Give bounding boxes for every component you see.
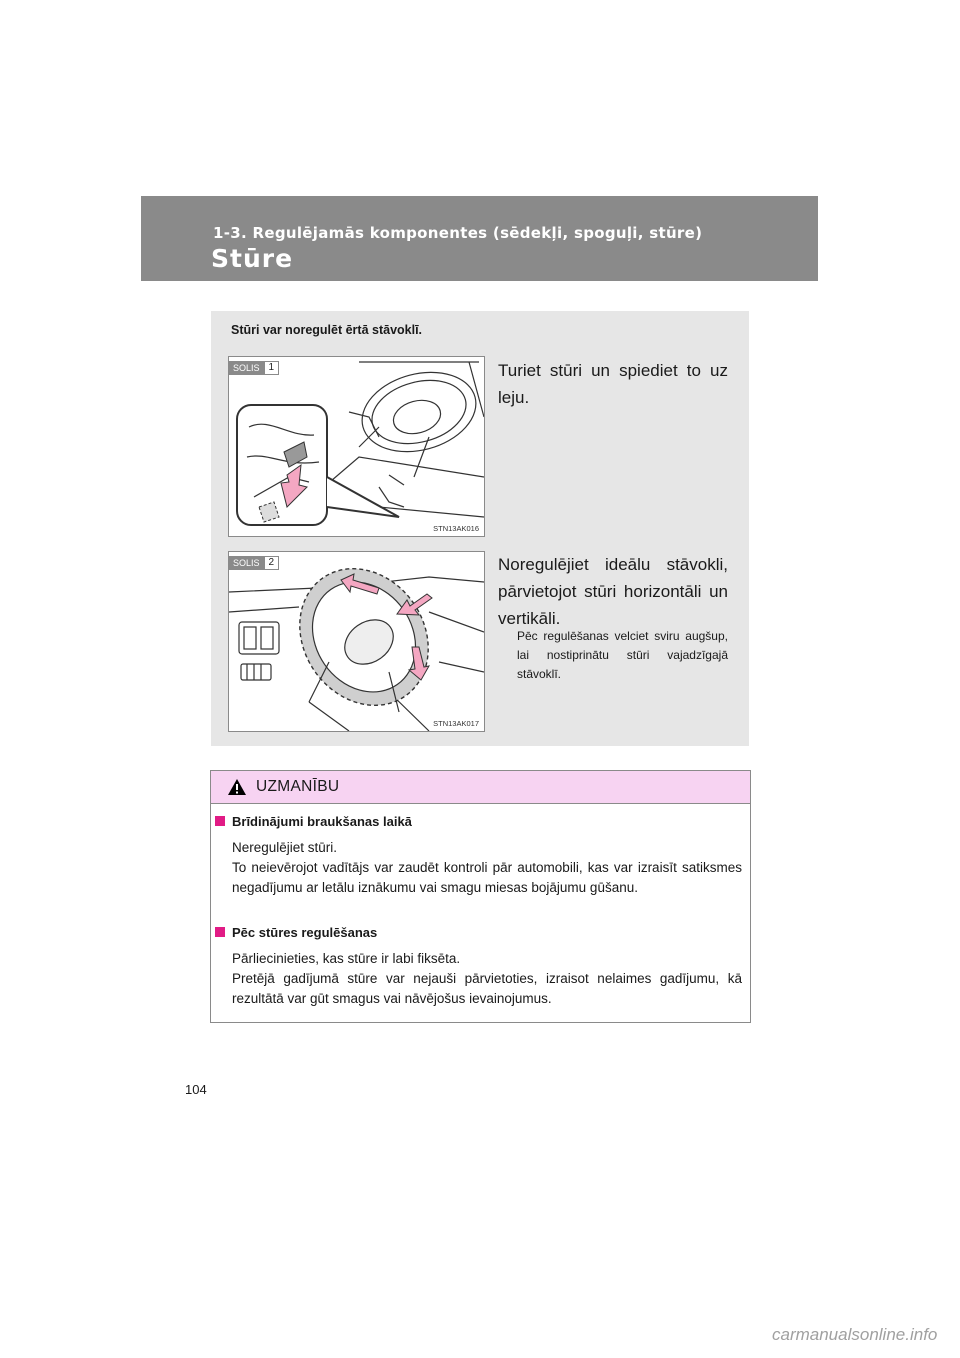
caution-section-heading: Brīdinājumi braukšanas laikā [232, 814, 412, 829]
figure-code: STN13AK016 [433, 524, 479, 533]
caution-line: To neievērojot vadītājs var zaudēt kontroli pār automobili, kas var izraisīt satiksmes negadījumu ar letālu iznākumu vai smagu miesas bojājumu gūšanu. [232, 860, 742, 895]
step-2-badge [229, 556, 279, 570]
steering-lever-illustration [229, 357, 484, 536]
step-1-badge [229, 361, 279, 375]
caution-line: Neregulējiet stūri. [232, 840, 338, 855]
step-badge-label: SOLIS [229, 361, 264, 375]
step-2-illustration [228, 551, 485, 732]
instruction-box [211, 311, 749, 746]
section-title: 1-3. Regulējamās komponentes (sēdekļi, spoguļi, stūre) [213, 224, 703, 242]
step-2-note: Pēc regulēšanas velciet sviru augšup, lai nostiprinātu stūri vajadzīgajā stāvoklī. [517, 629, 728, 681]
caution-section-heading: Pēc stūres regulēšanas [232, 925, 378, 940]
caution-line: Pārliecinieties, kas stūre ir labi fiksēta. [232, 951, 461, 966]
step-badge-number: 1 [264, 361, 280, 375]
page-number: 104 [185, 1082, 207, 1097]
caution-header [211, 771, 750, 804]
steering-adjust-illustration [229, 552, 484, 731]
caution-line: Pretējā gadījumā stūre var nejauši pārvietoties, izraisot nelaimes gadījumu, kā rezultātā var gūt smagus vai nāvējošus ievainojumus. [232, 971, 742, 1006]
caution-box [210, 770, 751, 1023]
page-title: Stūre [211, 244, 294, 273]
caution-title: UZMANĪBU [256, 778, 340, 795]
step-badge-label: SOLIS [229, 556, 264, 570]
intro-text: Stūri var noregulēt ērtā stāvoklī. [231, 323, 423, 337]
step-badge-number: 2 [264, 556, 280, 570]
figure-code: STN13AK017 [433, 719, 479, 728]
step-1-illustration [228, 356, 485, 537]
bullet-square-icon [215, 816, 225, 826]
step-2-text: Noregulējiet ideālu stāvokli, pārvietojot stūri horizontāli un vertikāli. [498, 555, 728, 628]
bullet-square-icon [215, 927, 225, 937]
page-header [141, 196, 818, 281]
warning-icon [227, 778, 247, 796]
step-1-text: Turiet stūri un spiediet to uz leju. [498, 361, 728, 407]
watermark: carmanualsonline.info [772, 1325, 938, 1344]
